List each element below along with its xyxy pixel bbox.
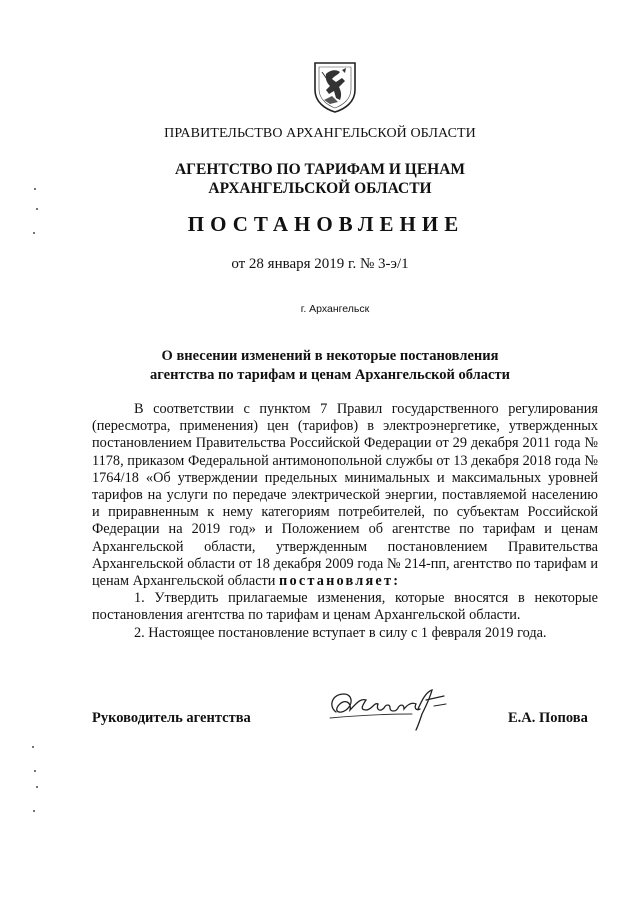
- subject-line1: О внесении изменений в некоторые постановления: [161, 348, 499, 364]
- margin-mark: [36, 208, 38, 210]
- margin-mark: [33, 810, 35, 812]
- margin-mark: [33, 232, 35, 234]
- margin-mark: [32, 746, 34, 748]
- agency-name-line2: АРХАНГЕЛЬСКОЙ ОБЛАСТИ: [208, 180, 432, 197]
- item-1: 1. Утвердить прилагаемые изменения, которые вносятся в некоторые постановления агентства по тарифам и ценам Архангельской области.: [92, 590, 598, 624]
- preamble-text: В соответствии с пунктом 7 Правил государственного регулирования (пересмотра, применения) цен (тарифов) в электроэнергетике, утвержденных постановлением Правительства Российской Федерации от 29 декабря 2011 года № 1178, приказом Федеральной антимонопольной службы от 13 декабря 2018 года № 1764/18 «Об утверждении предельных минимальных и максимальных уровней тарифов на услуги по передаче электрической энергии, поставляемой населению и приравненным к нему категориям потребителей, по субъектам Российской Федерации на 2019 год» и Положением об агентстве по тарифам и ценам Архангельской области, утвержденным постановлением Правительства Архангельской области от 18 декабря 2009 года № 214-пп, агентство по тарифам и ценам Архангельской области: [92, 401, 598, 590]
- coat-of-arms-icon: [312, 60, 358, 114]
- document-subject: [0, 347, 640, 385]
- signatory-name: Е.А. Попова: [508, 710, 588, 726]
- document-type: ПОСТАНОВЛЕНИЕ: [187, 212, 465, 236]
- agency-name: [0, 160, 640, 198]
- preamble-paragraph: [92, 401, 598, 590]
- margin-mark: [36, 786, 38, 788]
- subject-line2: агентства по тарифам и ценам Архангельской области: [150, 367, 510, 383]
- margin-mark: [34, 770, 36, 772]
- government-name: ПРАВИТЕЛЬСТВО АРХАНГЕЛЬСКОЙ ОБЛАСТИ: [164, 126, 476, 141]
- margin-mark: [34, 188, 36, 190]
- item-2: 2. Настоящее постановление вступает в силу с 1 февраля 2019 года.: [134, 624, 547, 641]
- signatory-title: Руководитель агентства: [92, 710, 251, 726]
- resolves-word: постановляет:: [279, 573, 401, 590]
- city: г. Архангельск: [300, 303, 370, 315]
- agency-name-line1: АГЕНТСТВО ПО ТАРИФАМ И ЦЕНАМ: [174, 161, 466, 178]
- date-number: от 28 января 2019 г. № 3-э/1: [231, 256, 409, 272]
- document-body: [92, 401, 598, 642]
- handwritten-signature: [322, 682, 462, 732]
